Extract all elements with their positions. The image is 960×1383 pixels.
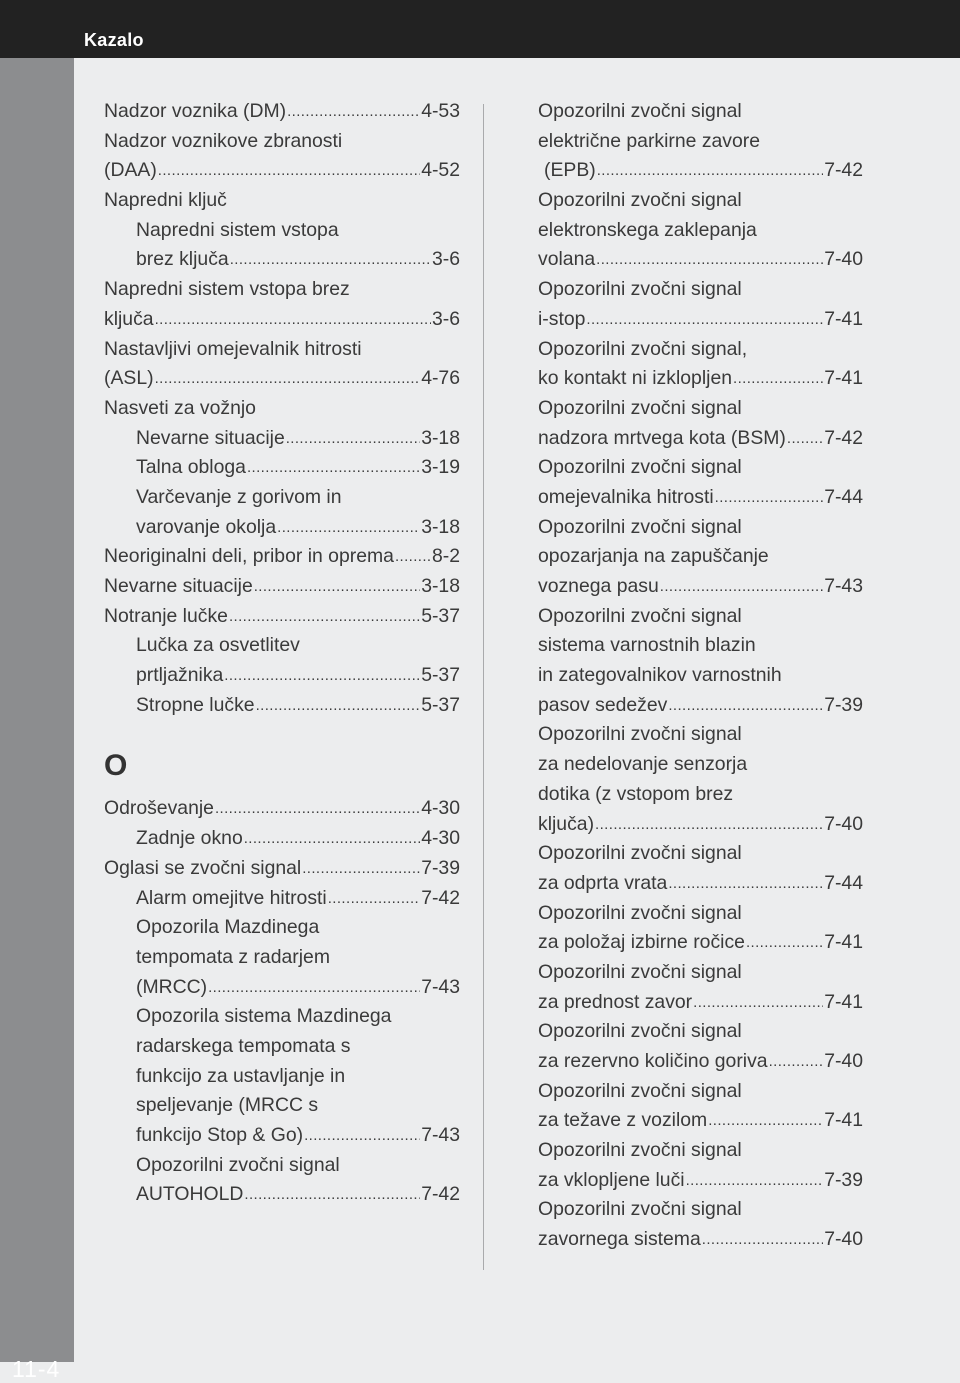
index-entry-text bbox=[104, 1032, 460, 1062]
dot-leader bbox=[596, 245, 823, 275]
index-entry-text bbox=[538, 1017, 863, 1047]
index-term: Opozorilni zvočni signal bbox=[538, 1139, 742, 1162]
index-term: Varčevanje z gorivom in bbox=[136, 485, 342, 508]
index-term: Oglasi se zvočni signal bbox=[104, 856, 302, 879]
index-term: Zadnje okno bbox=[136, 827, 243, 850]
dot-leader bbox=[302, 854, 420, 884]
page-reference: 4-30 bbox=[421, 797, 460, 820]
page-reference: 7-41 bbox=[824, 990, 863, 1013]
dot-leader bbox=[155, 305, 431, 335]
index-entry bbox=[104, 661, 460, 691]
index-entry-text bbox=[104, 127, 460, 157]
index-term: Opozorilni zvočni signal bbox=[538, 100, 742, 122]
index-entry bbox=[538, 810, 863, 840]
index-entry-text bbox=[104, 1002, 460, 1032]
index-term: Opozorilni zvočni signal bbox=[538, 1198, 742, 1221]
index-term: Opozorilni zvočni signal bbox=[538, 456, 742, 479]
page-reference: 8-2 bbox=[431, 545, 460, 568]
index-term: Lučka za osvetlitev bbox=[136, 634, 300, 657]
index-entry-text bbox=[538, 394, 863, 424]
dot-leader bbox=[244, 1180, 420, 1210]
page-reference: 4-30 bbox=[421, 827, 460, 850]
index-column-left bbox=[104, 97, 460, 1210]
header-bar bbox=[0, 0, 960, 58]
page-reference: 7-42 bbox=[421, 1183, 460, 1206]
index-term: ključa bbox=[104, 307, 154, 330]
page-reference: 7-39 bbox=[824, 693, 863, 716]
page-reference: 7-40 bbox=[824, 1050, 863, 1072]
page-reference: 7-41 bbox=[824, 931, 863, 954]
index-term: Napredni sistem vstopa brez bbox=[104, 278, 350, 301]
index-entry-text bbox=[538, 720, 863, 750]
page-reference: 7-41 bbox=[824, 367, 863, 390]
index-entry-text bbox=[104, 1091, 460, 1121]
dot-leader bbox=[286, 424, 420, 454]
dot-leader bbox=[715, 483, 824, 513]
dot-leader bbox=[244, 824, 420, 854]
index-entry bbox=[538, 1047, 863, 1077]
index-term: Napredni sistem vstopa bbox=[136, 218, 339, 241]
index-entry bbox=[104, 1180, 460, 1210]
dot-leader bbox=[155, 364, 421, 394]
index-term: Opozorila sistema Mazdinega bbox=[136, 1005, 392, 1028]
dot-leader bbox=[586, 305, 823, 335]
page-reference: 7-42 bbox=[421, 886, 460, 909]
index-entry bbox=[104, 794, 460, 824]
page-reference: 3-18 bbox=[421, 515, 460, 538]
index-term: Talna obloga bbox=[136, 456, 246, 479]
index-term: Nevarne situacije bbox=[136, 426, 285, 449]
index-entry bbox=[104, 884, 460, 914]
index-entry bbox=[104, 1121, 460, 1151]
section-letter: O bbox=[104, 749, 128, 783]
index-term: varovanje okolja bbox=[136, 515, 277, 538]
dot-leader bbox=[256, 691, 421, 721]
index-entry bbox=[538, 156, 863, 186]
index-entry bbox=[538, 1166, 863, 1196]
index-entry bbox=[104, 305, 460, 335]
index-term: Opozorilni zvočni signal bbox=[538, 515, 742, 538]
index-term: (EPB) bbox=[544, 159, 596, 182]
index-term: Opozorilni zvočni signal bbox=[538, 604, 742, 627]
index-term: speljevanje (MRCC s bbox=[136, 1094, 319, 1117]
dot-leader bbox=[787, 424, 823, 454]
page-reference: 7-43 bbox=[421, 975, 460, 998]
dot-leader bbox=[304, 1121, 420, 1151]
dot-leader bbox=[230, 245, 431, 275]
index-entry-text bbox=[538, 453, 863, 483]
dot-leader bbox=[254, 572, 420, 602]
dot-leader bbox=[686, 1166, 824, 1196]
index-entry bbox=[104, 156, 460, 186]
index-term: tempomata z radarjem bbox=[136, 945, 330, 968]
index-term: brez ključa bbox=[136, 248, 229, 271]
index-term: Opozorilni zvočni signal bbox=[538, 396, 742, 419]
dot-leader bbox=[668, 869, 823, 899]
index-term: dotika (z vstopom brez bbox=[538, 782, 734, 805]
page-reference: 7-40 bbox=[824, 248, 863, 271]
page-reference: 7-40 bbox=[824, 812, 863, 835]
index-term: i-stop bbox=[538, 307, 586, 330]
index-term: Opozorilni zvočni signal bbox=[538, 960, 742, 983]
dot-leader bbox=[158, 156, 420, 186]
index-entry bbox=[104, 973, 460, 1003]
index-entry bbox=[538, 869, 863, 899]
index-term: omejevalnika hitrosti bbox=[538, 485, 714, 508]
dot-leader bbox=[595, 810, 823, 840]
page-reference: 7-44 bbox=[824, 485, 863, 508]
index-entry-text bbox=[104, 1151, 460, 1181]
index-entry bbox=[538, 691, 863, 721]
index-term: (DAA) bbox=[104, 159, 157, 182]
index-term: opozarjanja na zapuščanje bbox=[538, 545, 769, 568]
index-term: Nadzor voznikove zbranosti bbox=[104, 129, 343, 152]
page-reference: 5-37 bbox=[421, 604, 460, 627]
page-reference: 7-41 bbox=[824, 307, 863, 330]
index-term: za položaj izbirne ročice bbox=[538, 931, 745, 954]
index-term: za težave z vozilom bbox=[538, 1109, 708, 1132]
index-entry bbox=[104, 97, 460, 127]
chapter-title: Kazalo bbox=[84, 30, 144, 50]
index-entry-text bbox=[104, 483, 460, 513]
index-term: (MRCC) bbox=[136, 975, 208, 998]
index-entry-text bbox=[538, 275, 863, 305]
index-entry bbox=[538, 928, 863, 958]
page-reference: 5-37 bbox=[421, 693, 460, 716]
page-reference: 4-76 bbox=[421, 367, 460, 390]
index-term: Opozorilni zvočni signal bbox=[136, 1153, 340, 1176]
index-term: in zategovalnikov varnostnih bbox=[538, 664, 782, 687]
index-term: ko kontakt ni izklopljen bbox=[538, 367, 733, 390]
index-term: za vklopljene luči bbox=[538, 1168, 685, 1191]
index-entry-text bbox=[538, 899, 863, 929]
index-term: Napredni ključ bbox=[104, 189, 227, 212]
index-entry bbox=[104, 245, 460, 275]
index-entry-text bbox=[104, 216, 460, 246]
page-reference: 3-18 bbox=[421, 575, 460, 597]
index-entry-text bbox=[538, 780, 863, 810]
page-reference: 7-39 bbox=[824, 1168, 863, 1191]
index-term: elektronskega zaklepanja bbox=[538, 218, 757, 241]
index-entry bbox=[538, 483, 863, 513]
index-term: ključa) bbox=[538, 812, 595, 835]
index-term: Odroševanje bbox=[104, 797, 214, 820]
page-reference: 7-41 bbox=[824, 1109, 863, 1132]
index-term: AUTOHOLD bbox=[136, 1183, 244, 1206]
dot-leader bbox=[224, 661, 420, 691]
index-entry-text bbox=[538, 542, 863, 572]
index-entry bbox=[104, 453, 460, 483]
index-term: za odprta vrata bbox=[538, 871, 668, 894]
page-reference: 7-42 bbox=[824, 159, 863, 182]
index-entry-text bbox=[104, 275, 460, 305]
index-entry-text bbox=[538, 513, 863, 543]
index-term: za rezervno količino goriva bbox=[538, 1050, 768, 1072]
index-entry bbox=[538, 424, 863, 454]
index-term: volana bbox=[538, 248, 596, 271]
index-entry-text bbox=[104, 631, 460, 661]
page-reference: 4-52 bbox=[421, 159, 460, 182]
index-term: Opozorilni zvočni signal bbox=[538, 723, 742, 746]
dot-leader bbox=[395, 542, 431, 572]
index-entry-text bbox=[104, 335, 460, 365]
index-term: Opozorilni zvočni signal bbox=[538, 189, 742, 212]
index-entry bbox=[538, 364, 863, 394]
index-term: za nedelovanje senzorja bbox=[538, 753, 748, 776]
index-term: Opozorilni zvočni signal bbox=[538, 901, 742, 924]
dot-leader bbox=[733, 364, 823, 394]
index-entry bbox=[104, 513, 460, 543]
index-term: za prednost zavor bbox=[538, 990, 693, 1013]
page-number: 11-4 bbox=[12, 1356, 61, 1382]
index-term: radarskega tempomata s bbox=[136, 1034, 351, 1057]
index-entry-text bbox=[538, 631, 863, 661]
index-term: sistema varnostnih blazin bbox=[538, 634, 756, 657]
index-entry bbox=[538, 572, 863, 602]
index-term: Nastavljivi omejevalnik hitrosti bbox=[104, 337, 362, 360]
index-entry bbox=[104, 572, 460, 602]
index-term: Opozorilni zvočni signal bbox=[538, 1020, 742, 1043]
index-term: Neoriginalni deli, pribor in oprema bbox=[104, 545, 394, 568]
index-entry-text bbox=[104, 943, 460, 973]
index-term: Opozorilni zvočni signal bbox=[538, 278, 742, 301]
index-entry-text bbox=[538, 216, 863, 246]
dot-leader bbox=[277, 513, 420, 543]
index-term: voznega pasu bbox=[538, 575, 659, 597]
index-term: funkcijo Stop & Go) bbox=[136, 1124, 304, 1146]
index-entry-text bbox=[104, 394, 460, 424]
index-entry bbox=[104, 854, 460, 884]
index-entry-text bbox=[538, 839, 863, 869]
index-entry-text bbox=[538, 602, 863, 632]
index-entry bbox=[104, 824, 460, 854]
dot-leader bbox=[660, 572, 823, 602]
dot-leader bbox=[287, 97, 420, 127]
index-term: Nadzor voznika (DM) bbox=[104, 100, 287, 122]
index-entry-text bbox=[538, 127, 863, 157]
page-reference: 7-43 bbox=[824, 575, 863, 597]
page-reference: 7-40 bbox=[824, 1228, 863, 1251]
page-reference: 3-6 bbox=[431, 248, 460, 271]
page-reference: 3-18 bbox=[421, 426, 460, 449]
index-term: prtljažnika bbox=[136, 664, 224, 687]
dot-leader bbox=[328, 884, 420, 914]
dot-leader bbox=[746, 928, 823, 958]
page-reference: 5-37 bbox=[421, 664, 460, 687]
dot-leader bbox=[215, 794, 420, 824]
dot-leader bbox=[668, 691, 823, 721]
dot-leader bbox=[708, 1106, 823, 1136]
index-term: Alarm omejitve hitrosti bbox=[136, 886, 327, 909]
side-tab bbox=[0, 58, 74, 1382]
index-entry-text bbox=[538, 661, 863, 691]
dot-leader bbox=[229, 602, 420, 632]
dot-leader bbox=[597, 156, 823, 186]
column-divider bbox=[483, 104, 484, 1270]
index-entry-text bbox=[538, 335, 863, 365]
index-entry bbox=[538, 988, 863, 1018]
page-reference: 7-44 bbox=[824, 871, 863, 894]
index-term: Opozorilni zvočni signal bbox=[538, 1079, 742, 1102]
index-term: (ASL) bbox=[104, 367, 154, 390]
index-entry-text bbox=[104, 1062, 460, 1092]
index-term: Opozorilni zvočni signal, bbox=[538, 337, 748, 360]
index-entry-text bbox=[538, 1136, 863, 1166]
page-reference: 3-19 bbox=[421, 456, 460, 479]
index-term: Nevarne situacije bbox=[104, 575, 253, 597]
index-entry bbox=[538, 1106, 863, 1136]
index-entry-text bbox=[538, 750, 863, 780]
index-term: zavornega sistema bbox=[538, 1228, 701, 1251]
index-term: funkcijo za ustavljanje in bbox=[136, 1064, 346, 1087]
dot-leader bbox=[208, 973, 420, 1003]
index-entry bbox=[538, 305, 863, 335]
index-entry-text bbox=[538, 958, 863, 988]
page-reference: 7-39 bbox=[421, 856, 460, 879]
index-entry-text bbox=[104, 186, 460, 216]
index-entry bbox=[538, 245, 863, 275]
index-entry-text bbox=[104, 913, 460, 943]
index-entry-text bbox=[538, 97, 863, 127]
index-term: pasov sedežev bbox=[538, 693, 668, 716]
page-reference: 7-42 bbox=[824, 426, 863, 449]
page-reference: 3-6 bbox=[431, 307, 460, 330]
page-reference: 7-43 bbox=[421, 1124, 460, 1146]
index-column-right bbox=[538, 97, 863, 1255]
index-entry-text bbox=[538, 186, 863, 216]
index-term: nadzora mrtvega kota (BSM) bbox=[538, 426, 786, 449]
index-term: Opozorilni zvočni signal bbox=[538, 842, 742, 865]
dot-leader bbox=[247, 453, 420, 483]
index-entry bbox=[104, 542, 460, 572]
index-entry-text bbox=[538, 1077, 863, 1107]
index-term: Nasveti za vožnjo bbox=[104, 396, 256, 419]
index-term: električne parkirne zavore bbox=[538, 129, 761, 152]
index-term: Notranje lučke bbox=[104, 604, 228, 627]
dot-leader bbox=[769, 1047, 824, 1077]
index-entry-text bbox=[538, 1195, 863, 1225]
dot-leader bbox=[702, 1225, 823, 1255]
index-term: Stropne lučke bbox=[136, 693, 255, 716]
index-entry bbox=[104, 364, 460, 394]
index-entry bbox=[104, 602, 460, 632]
index-entry bbox=[104, 424, 460, 454]
index-term: Opozorila Mazdinega bbox=[136, 916, 320, 939]
page-reference: 4-53 bbox=[421, 100, 460, 122]
index-entry bbox=[104, 691, 460, 721]
index-entry bbox=[538, 1225, 863, 1255]
dot-leader bbox=[693, 988, 823, 1018]
